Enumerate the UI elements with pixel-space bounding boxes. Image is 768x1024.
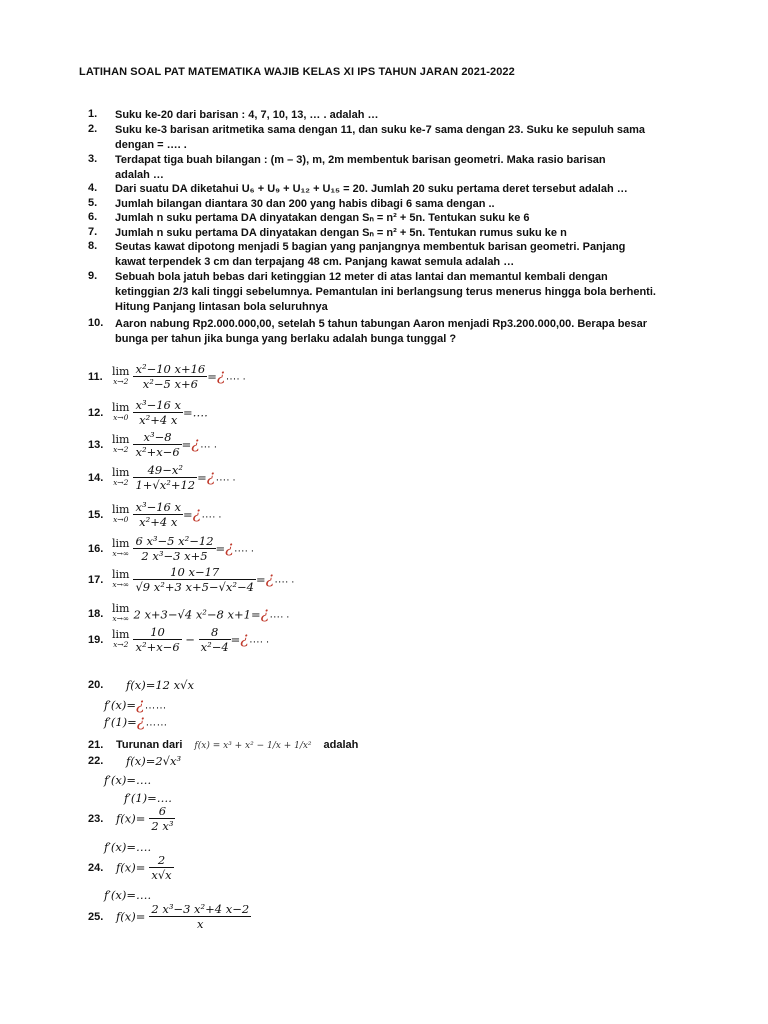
question-21 [88, 735, 358, 753]
question-20 [88, 676, 194, 694]
question-text [115, 108, 700, 123]
question-number: 21. [88, 739, 104, 751]
lim-approach: x→∞ [112, 614, 130, 624]
question-text [115, 226, 700, 241]
question-line: kawat terpendek 3 cm dan terpajang 48 cm. Panjang kawat semula adalah … [115, 256, 515, 268]
equals-sign: = [207, 369, 217, 384]
lim-label: lim [112, 400, 130, 414]
question-line: Suku ke-20 dari barisan : 4, 7, 10, 13, … . adalah … [115, 109, 379, 121]
denominator: x²+4 x [139, 515, 178, 529]
question-number: 13. [88, 438, 104, 451]
answer-dots: …. . [248, 633, 270, 646]
numerator: 6 x³−5 x²−12 [135, 534, 214, 548]
answer-dots: …. . [215, 471, 236, 484]
numerator: x³−16 x [135, 398, 181, 412]
derivative-label: f′(x)= [104, 698, 136, 712]
fraction [149, 804, 175, 833]
lim-approach: x→0 [113, 412, 129, 422]
question-number: 18. [88, 608, 104, 621]
derivative-expression: f′(x)=…. [104, 888, 152, 902]
denominator: x [197, 917, 204, 931]
denominator: x√x [151, 868, 172, 882]
answer-dots: …. . [201, 508, 222, 521]
answer-dots: =…. [182, 405, 208, 420]
denominator: x²−4 [200, 640, 229, 654]
placeholder-symbol: ¿ [135, 694, 145, 713]
question-number: 15. [88, 508, 104, 521]
fraction [133, 534, 215, 563]
denominator: 1+√x²+12 [135, 478, 196, 492]
question-line: Sebuah bola jatuh bebas dari ketinggian 12 meter di atas lantai dan memantul kembali dengan [115, 271, 608, 283]
equals-sign: = [215, 541, 226, 556]
derivative-expression: f′(1)=…. [124, 791, 172, 805]
denominator: 2 x³−3 x+5 [141, 549, 208, 563]
numerator: 10 [133, 625, 181, 640]
numerator: 6 [149, 804, 175, 819]
fraction [133, 625, 181, 654]
limit-question [88, 362, 246, 391]
limit-question [88, 463, 236, 492]
question-line: Seutas kawat dipotong menjadi 5 bagian yang panjangnya membentuk barisan geometri. Panjang [115, 241, 626, 253]
function-expression: f(x) = x³ + x² − 1/x + 1/x² [194, 741, 312, 751]
placeholder-symbol: ¿ [216, 365, 226, 385]
fraction [199, 625, 231, 654]
equals-sign: = [255, 572, 266, 587]
question-number: 25. [88, 910, 104, 923]
lim-approach: x→2 [113, 639, 129, 649]
lim-label: lim [112, 502, 130, 516]
lim-label: lim [112, 364, 130, 378]
question-24 [88, 853, 174, 882]
limit-operator [112, 432, 130, 455]
equals-sign: = [197, 470, 207, 485]
question-text [115, 153, 700, 183]
lim-label: lim [112, 432, 130, 446]
limit-question [88, 603, 289, 624]
question-23 [88, 804, 175, 833]
question-number: 20. [88, 679, 104, 692]
numerator: x²−10 x+16 [135, 362, 206, 376]
derivative-expression: f′(x)=…. [104, 840, 152, 854]
question-number: 1. [88, 108, 98, 120]
derivative-label: f′(1)= [104, 715, 137, 729]
lim-label: lim [112, 567, 130, 581]
limit-operator [112, 465, 130, 488]
placeholder-symbol: ¿ [265, 568, 275, 588]
question-number: 16. [88, 542, 104, 555]
document-title: LATIHAN SOAL PAT MATEMATIKA WAJIB KELAS XI IPS TAHUN JARAN 2021-2022 [79, 66, 515, 78]
question-number: 8. [88, 240, 98, 252]
question-line: Dari suatu DA diketahui U₆ + U₉ + U₁₂ + U₁₅ = 20. Jumlah 20 suku pertama deret tersebut adalah … [115, 183, 628, 195]
question-line: Suku ke-3 barisan aritmetika sama dengan 11, dan suku ke-7 sama dengan 23. Suku ke sepuluh sama [115, 124, 646, 136]
answer-dots: … . [199, 438, 217, 451]
numerator: 8 [199, 625, 231, 640]
placeholder-symbol: ¿ [225, 537, 234, 557]
placeholder-symbol: ¿ [192, 503, 202, 523]
placeholder-symbol: ¿ [240, 628, 249, 648]
question-line: adalah … [115, 169, 164, 181]
fraction [149, 853, 173, 882]
equals-sign: = [182, 507, 193, 522]
question-number: 5. [88, 197, 98, 209]
question-text [115, 240, 700, 270]
lim-approach: x→∞ [112, 548, 130, 558]
lim-approach: x→2 [113, 376, 129, 386]
question-line: bunga per tahun jika bunga yang berlaku adalah bunga tunggal ? [115, 333, 457, 345]
question-text [115, 123, 700, 153]
question-line: Terdapat tiga buah bilangan : (m – 3), m, 2m membentuk barisan geometri. Maka rasio barisan [115, 154, 606, 166]
answer-dots: …… [145, 716, 168, 729]
lim-approach: x→0 [113, 514, 129, 524]
answer-dots: …. . [269, 608, 290, 621]
fraction [133, 565, 255, 594]
question-number: 6. [88, 211, 98, 223]
numerator: 2 x³−3 x²+4 x−2 [151, 902, 250, 916]
limit-operator [112, 627, 130, 650]
limit-operator [112, 536, 130, 559]
question-22 [88, 752, 181, 770]
question-text [115, 317, 700, 347]
fraction [133, 430, 181, 459]
question-line: Jumlah n suku pertama DA dinyatakan dengan Sₙ = n² + 5n. Tentukan rumus suku ke n [115, 227, 567, 239]
denominator: x²+x−6 [135, 445, 180, 459]
numerator: 2 [149, 853, 173, 868]
limit-question [88, 398, 208, 427]
question-22-derivative [104, 771, 151, 789]
question-number: 11. [88, 370, 103, 383]
lim-label: lim [112, 465, 130, 479]
question-25 [88, 902, 251, 931]
lim-approach: x→2 [113, 444, 129, 454]
equals-sign: = [230, 632, 241, 647]
question-line: dengan = …. . [115, 139, 187, 151]
function-expression: f(x)=12 x√x [126, 678, 194, 692]
question-line: Aaron nabung Rp2.000.000,00, setelah 5 tahun tabungan Aaron menjadi Rp3.200.000,00. Berapa besar [115, 318, 648, 330]
question-number: 17. [88, 573, 104, 586]
function-lhs: f(x)= [116, 860, 146, 875]
question-number: 2. [88, 123, 98, 135]
question-number: 9. [88, 270, 98, 282]
placeholder-symbol: ¿ [191, 433, 200, 453]
question-number: 7. [88, 226, 98, 238]
answer-dots: …. . [225, 370, 246, 383]
minus-sign: − [181, 632, 199, 647]
question-text [115, 270, 700, 315]
question-line: Jumlah n suku pertama DA dinyatakan dengan Sₙ = n² + 5n. Tentukan suku ke 6 [115, 212, 530, 224]
lim-label: lim [112, 627, 130, 641]
fraction [149, 902, 251, 931]
fraction [133, 362, 207, 391]
lim-approach: x→∞ [112, 579, 130, 589]
question-text-end: adalah [323, 739, 359, 751]
limit-operator [112, 604, 129, 624]
denominator: 2 x³ [151, 819, 174, 833]
function-lhs: f(x)= [116, 811, 146, 826]
limit-question [88, 500, 221, 529]
derivative-expression: f′(x)=…. [104, 773, 152, 787]
question-number: 4. [88, 182, 98, 194]
limit-question [88, 534, 254, 563]
lim-approach: x→2 [113, 477, 129, 487]
question-number: 10. [88, 317, 104, 329]
function-expression: f(x)=2√x³ [126, 754, 182, 768]
lim-label: lim [112, 536, 130, 550]
limit-question [88, 430, 217, 459]
question-number: 24. [88, 861, 104, 874]
denominator: x²+4 x [139, 413, 178, 427]
limit-operator [112, 502, 130, 525]
denominator: √9 x²+3 x+5−√x²−4 [135, 580, 254, 594]
answer-dots: …. . [274, 573, 295, 586]
limit-operator [112, 364, 130, 387]
question-text: Turunan dari [116, 739, 183, 751]
limit-operator [112, 400, 130, 423]
equals-sign: = [181, 437, 192, 452]
fraction [133, 463, 197, 492]
numerator: 10 x−17 [133, 565, 255, 580]
fraction [133, 398, 183, 427]
denominator: x²+x−6 [135, 640, 180, 654]
placeholder-symbol: ¿ [136, 711, 146, 730]
answer-dots: …… [144, 699, 167, 712]
limit-question [88, 625, 269, 654]
placeholder-symbol: ¿ [206, 466, 216, 486]
question-number: 12. [88, 406, 104, 419]
question-number: 14. [88, 471, 104, 484]
question-number: 23. [88, 812, 104, 825]
lim-label: lim [112, 602, 130, 616]
question-line: Hitung Panjang lintasan bola seluruhnya [115, 301, 328, 313]
numerator: x³−16 x [135, 500, 181, 514]
numerator: x³−8 [133, 430, 181, 445]
question-20-derivative-at-1 [104, 711, 167, 731]
function-lhs: f(x)= [116, 909, 146, 924]
placeholder-symbol: ¿ [260, 603, 270, 622]
limit-question [88, 565, 294, 594]
question-line: Jumlah bilangan diantara 30 dan 200 yang habis dibagi 6 sama dengan .. [115, 198, 495, 210]
question-number: 22. [88, 755, 104, 768]
denominator: x²−5 x+6 [142, 377, 198, 391]
limit-operator [112, 567, 130, 590]
question-number: 3. [88, 153, 98, 165]
question-text [115, 211, 700, 226]
numerator: 49−x² [133, 463, 197, 478]
answer-dots: …. . [233, 542, 254, 555]
question-text [115, 182, 700, 197]
question-line: ketinggian 2/3 kali tinggi sebelumnya. Pemantulan ini berlangsung terus menerus hingga bola berhenti. [115, 286, 656, 298]
equals-sign: = [250, 607, 261, 622]
limit-expression: 2 x+3−√4 x²−8 x+1 [133, 607, 251, 622]
question-number: 19. [88, 633, 104, 646]
question-text [115, 197, 700, 212]
fraction [133, 500, 183, 529]
